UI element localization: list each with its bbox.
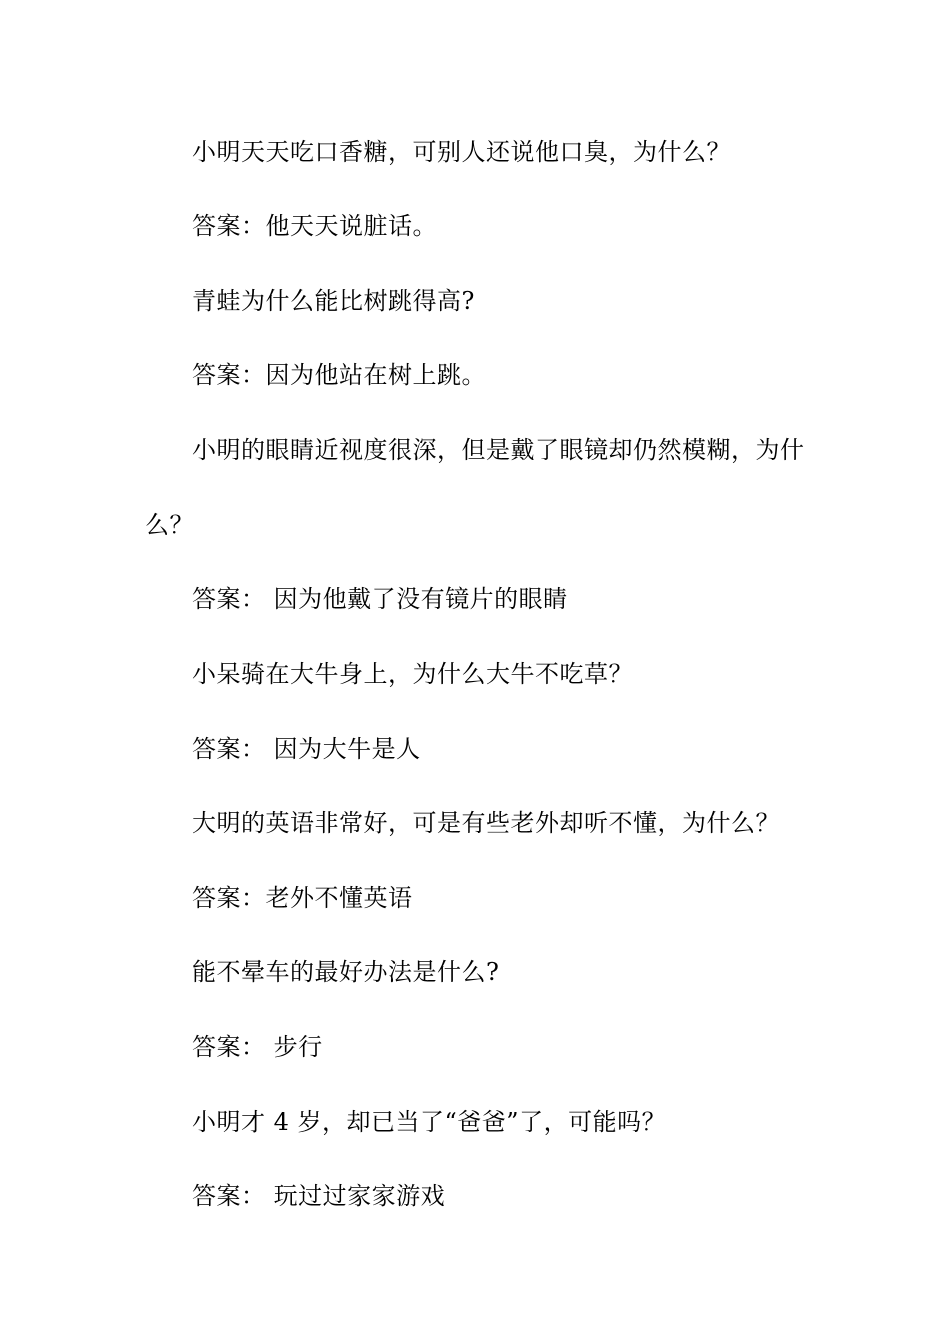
- question-gum: 小明天天吃口香糖，可别人还说他口臭，为什么？: [192, 138, 731, 166]
- question-carsick: 能不晕车的最好办法是什么?: [192, 958, 500, 986]
- answer-gum: 答案：他天天说脏话。: [192, 212, 437, 240]
- answer-english: 答案：老外不懂英语: [192, 884, 413, 912]
- answer-carsick: 答案： 步行: [192, 1033, 323, 1061]
- answer-frog: 答案：因为他站在树上跳。: [192, 361, 486, 389]
- question-glasses-continued: 么？: [145, 511, 194, 539]
- question-dad: 小明才 4 岁，却已当了“爸爸”了，可能吗？: [192, 1108, 667, 1136]
- question-cow: 小呆骑在大牛身上，为什么大牛不吃草？: [192, 660, 633, 688]
- question-frog: 青蛙为什么能比树跳得高?: [192, 287, 475, 315]
- answer-glasses: 答案： 因为他戴了没有镜片的眼睛: [192, 585, 568, 613]
- question-english: 大明的英语非常好，可是有些老外却听不懂，为什么？: [192, 809, 780, 837]
- answer-dad: 答案： 玩过过家家游戏: [192, 1182, 446, 1210]
- answer-cow: 答案： 因为大牛是人: [192, 735, 421, 763]
- question-glasses: 小明的眼睛近视度很深，但是戴了眼镜却仍然模糊，为什: [192, 436, 805, 464]
